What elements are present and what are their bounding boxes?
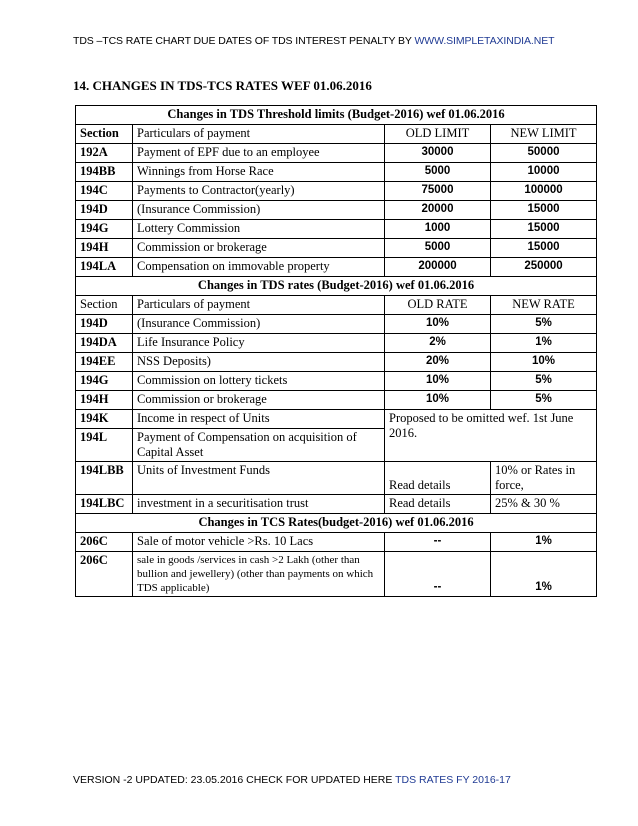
section-code: 194D: [76, 315, 133, 334]
col-header-old: OLD RATE: [385, 296, 491, 315]
section-code: 194G: [76, 372, 133, 391]
threshold-row: [76, 201, 597, 220]
old-value: 5000: [385, 239, 491, 258]
tcs-title: [76, 514, 597, 533]
header-row: [76, 125, 597, 144]
old-value: --: [385, 533, 491, 552]
rates-row: [76, 353, 597, 372]
section-code: 194EE: [76, 353, 133, 372]
new-value: 25% & 30 %: [491, 495, 597, 514]
new-value: 15000: [491, 220, 597, 239]
particulars: Payments to Contractor(yearly): [133, 182, 385, 201]
old-value: 20000: [385, 201, 491, 220]
lbb-row: [76, 462, 597, 495]
rates-row: [76, 334, 597, 353]
new-value: 5%: [491, 391, 597, 410]
threshold-row: [76, 239, 597, 258]
section-code: 194H: [76, 239, 133, 258]
old-value: 20%: [385, 353, 491, 372]
new-value: 10% or Rates in force,: [491, 462, 597, 495]
page-header-text: TDS –TCS RATE CHART DUE DATES OF TDS INTEREST PENALTY BY: [73, 35, 415, 47]
col-header-section: Section: [76, 296, 133, 315]
section-code: 194L: [76, 429, 133, 462]
rates-title: [76, 277, 597, 296]
threshold-row: [76, 163, 597, 182]
particulars: sale in goods /services in cash >2 Lakh (other than bullion and jewellery) (other than payments on which TDS applicable): [133, 552, 385, 597]
tcs-title-cell: Changes in TCS Rates(budget-2016) wef 01.06.2016: [76, 514, 597, 533]
particulars: Sale of motor vehicle >Rs. 10 Lacs: [133, 533, 385, 552]
tcs-row: [76, 552, 597, 597]
section-code: 206C: [76, 533, 133, 552]
col-header-old: OLD LIMIT: [385, 125, 491, 144]
new-value: 10%: [491, 353, 597, 372]
threshold-row: [76, 258, 597, 277]
particulars: NSS Deposits): [133, 353, 385, 372]
section-code: 194K: [76, 410, 133, 429]
rates-row: [76, 391, 597, 410]
particulars: (Insurance Commission): [133, 201, 385, 220]
particulars: Life Insurance Policy: [133, 334, 385, 353]
rates-row: [76, 315, 597, 334]
threshold-row: [76, 182, 597, 201]
threshold-title-cell: Changes in TDS Threshold limits (Budget-2016) wef 01.06.2016: [76, 106, 597, 125]
tds-rates-link[interactable]: TDS RATES FY 2016-17: [395, 774, 511, 786]
section-code: 192A: [76, 144, 133, 163]
omitted-note: Proposed to be omitted wef. 1st June 2016.: [385, 410, 597, 462]
old-value: Read details: [385, 495, 491, 514]
new-value: 100000: [491, 182, 597, 201]
header-row: [76, 296, 597, 315]
old-value: 1000: [385, 220, 491, 239]
particulars: Commission or brokerage: [133, 239, 385, 258]
page-footer: [73, 774, 511, 786]
new-value: 1%: [491, 552, 597, 597]
old-value: 75000: [385, 182, 491, 201]
col-header-new: NEW LIMIT: [491, 125, 597, 144]
section-code: 194D: [76, 201, 133, 220]
old-value: 10%: [385, 315, 491, 334]
col-header-section: Section: [76, 125, 133, 144]
omitted-row: [76, 410, 597, 429]
website-link[interactable]: WWW.SIMPLETAXINDIA.NET: [414, 35, 555, 47]
new-value: 15000: [491, 239, 597, 258]
new-value: 15000: [491, 201, 597, 220]
particulars: Commission or brokerage: [133, 391, 385, 410]
particulars: Lottery Commission: [133, 220, 385, 239]
section-code: 194LA: [76, 258, 133, 277]
new-value: 50000: [491, 144, 597, 163]
footer-text: VERSION -2 UPDATED: 23.05.2016 CHECK FOR UPDATED HERE: [73, 774, 396, 786]
threshold-row: [76, 220, 597, 239]
col-header-new: NEW RATE: [491, 296, 597, 315]
particulars: (Insurance Commission): [133, 315, 385, 334]
old-value: 200000: [385, 258, 491, 277]
new-value: 1%: [491, 533, 597, 552]
section-code: 194C: [76, 182, 133, 201]
particulars: Commission on lottery tickets: [133, 372, 385, 391]
new-value: 10000: [491, 163, 597, 182]
rates-row: [76, 372, 597, 391]
new-value: 5%: [491, 372, 597, 391]
new-value: 250000: [491, 258, 597, 277]
particulars: Units of Investment Funds: [133, 462, 385, 495]
section-code: 194BB: [76, 163, 133, 182]
section-code: 194LBC: [76, 495, 133, 514]
section-code: 194G: [76, 220, 133, 239]
page-header: [73, 35, 554, 47]
new-value: 5%: [491, 315, 597, 334]
tds-tcs-changes-table: [75, 105, 597, 597]
new-value: 1%: [491, 334, 597, 353]
section-code: 194DA: [76, 334, 133, 353]
tcs-row: [76, 533, 597, 552]
col-header-particulars: Particulars of payment: [133, 296, 385, 315]
threshold-row: [76, 144, 597, 163]
rates-title-cell: Changes in TDS rates (Budget-2016) wef 01.06.2016: [76, 277, 597, 296]
section-code: 194LBB: [76, 462, 133, 495]
col-header-particulars: Particulars of payment: [133, 125, 385, 144]
old-value: 2%: [385, 334, 491, 353]
old-value: 10%: [385, 391, 491, 410]
particulars: investment in a securitisation trust: [133, 495, 385, 514]
particulars: Compensation on immovable property: [133, 258, 385, 277]
old-value: 10%: [385, 372, 491, 391]
section-code: 206C: [76, 552, 133, 597]
old-value: 30000: [385, 144, 491, 163]
threshold-title: [76, 106, 597, 125]
particulars: Payment of EPF due to an employee: [133, 144, 385, 163]
old-value: Read details: [385, 462, 491, 495]
lbc-row: [76, 495, 597, 514]
particulars: Income in respect of Units: [133, 410, 385, 429]
section-code: 194H: [76, 391, 133, 410]
particulars: Winnings from Horse Race: [133, 163, 385, 182]
section-title: 14. CHANGES IN TDS-TCS RATES WEF 01.06.2016: [73, 78, 372, 93]
particulars: Payment of Compensation on acquisition of Capital Asset: [133, 429, 385, 462]
old-value: --: [385, 552, 491, 597]
old-value: 5000: [385, 163, 491, 182]
